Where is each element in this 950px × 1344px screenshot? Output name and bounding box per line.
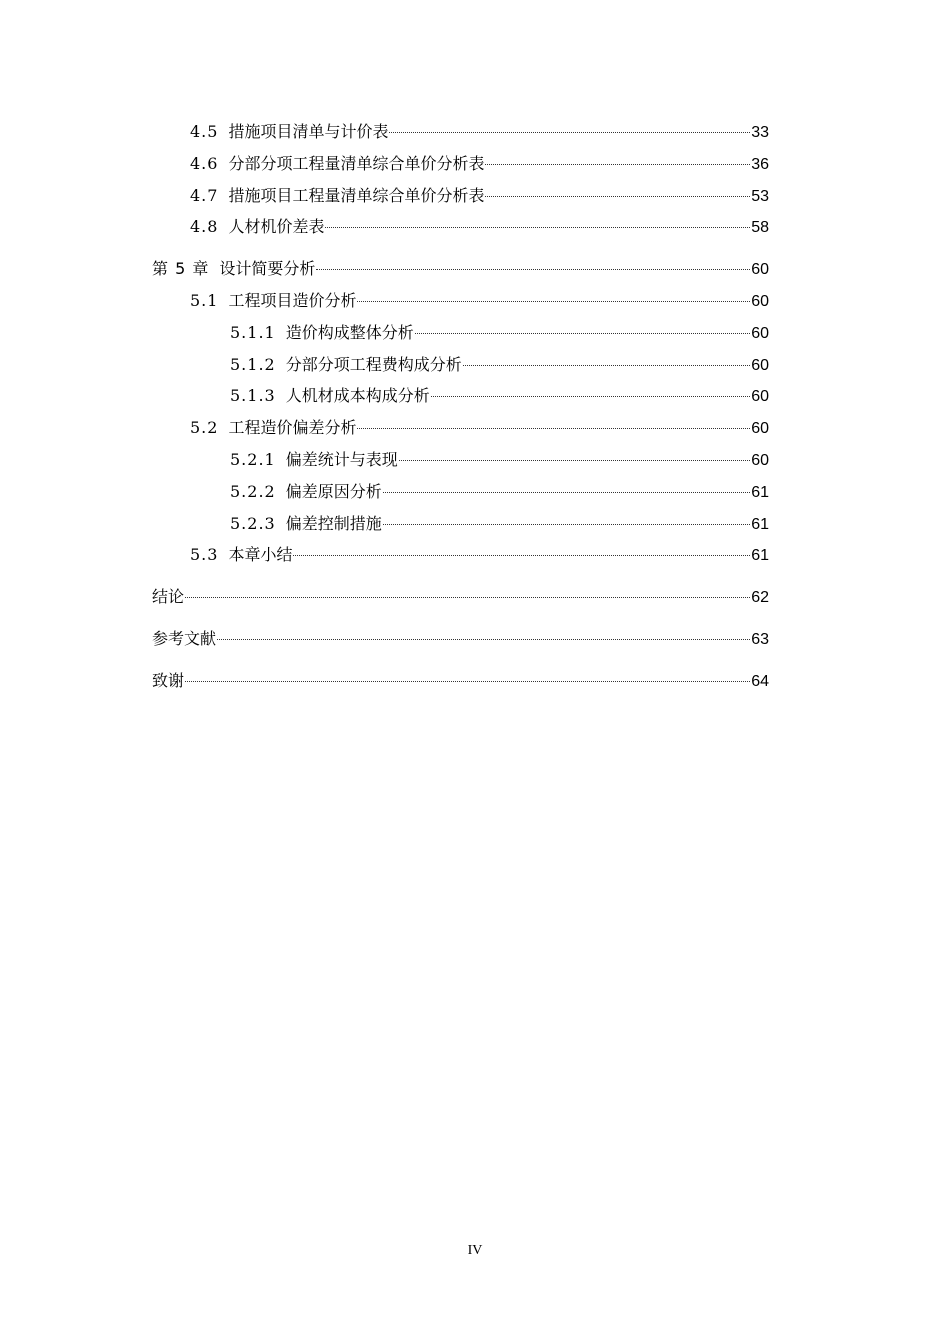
toc-entry-title: 参考文献 — [152, 628, 217, 648]
toc-entry-title: 偏差原因分析 — [285, 481, 382, 501]
dot-leader — [389, 132, 750, 133]
toc-entry-title: 偏差统计与表现 — [285, 449, 398, 469]
dot-leader — [325, 227, 750, 228]
toc-entry-number: 5.3 — [190, 545, 219, 565]
toc-entry[interactable] — [152, 116, 769, 148]
toc-entry-page: 64 — [751, 672, 769, 690]
toc-entry-page: 62 — [751, 589, 769, 607]
toc-entry-number: 5.1 — [190, 290, 219, 310]
toc-entry-number: 5.2.1 — [230, 449, 276, 469]
toc-entry-title: 分部分项工程量清单综合单价分析表 — [228, 153, 485, 173]
toc-entry[interactable] — [152, 211, 769, 243]
toc-entry-title: 工程项目造价分析 — [228, 290, 357, 310]
toc-entry-title: 分部分项工程费构成分析 — [285, 354, 462, 374]
toc-entry-page: 60 — [751, 261, 769, 279]
toc-entry[interactable] — [152, 623, 769, 655]
toc-entry-number: 4.6 — [190, 153, 219, 173]
toc-entry-page: 33 — [751, 124, 769, 141]
toc-entry[interactable] — [152, 539, 769, 571]
toc-entry-number: 4.7 — [190, 185, 219, 205]
dot-leader — [185, 681, 750, 682]
toc-entry-title: 人机材成本构成分析 — [285, 386, 430, 406]
page-number-footer: IV — [467, 1243, 483, 1258]
toc-entry[interactable] — [152, 317, 769, 349]
toc-entry-page: 53 — [751, 187, 769, 205]
dot-leader — [217, 639, 750, 640]
toc-entry[interactable] — [152, 253, 769, 285]
toc-entry-number: 4.8 — [190, 217, 219, 237]
dot-leader — [383, 492, 750, 493]
toc-entry[interactable] — [152, 665, 769, 697]
dot-leader — [485, 196, 750, 197]
dot-leader — [185, 597, 750, 598]
toc-entry-page: 61 — [751, 483, 769, 501]
dot-leader — [415, 333, 750, 334]
toc-entry[interactable] — [152, 349, 769, 381]
toc-entry-page: 60 — [751, 292, 769, 310]
toc-entry-page: 60 — [751, 451, 769, 469]
toc-entry-title: 致谢 — [152, 670, 185, 690]
toc-entry[interactable] — [152, 444, 769, 476]
dot-leader — [463, 365, 750, 366]
dot-leader — [316, 269, 750, 270]
toc-entry-page: 60 — [751, 324, 769, 342]
dot-leader — [431, 396, 750, 397]
toc-entry-title: 措施项目工程量清单综合单价分析表 — [228, 185, 485, 205]
table-of-contents — [152, 116, 769, 697]
toc-entry[interactable] — [152, 180, 769, 212]
toc-entry-page: 61 — [751, 547, 769, 565]
toc-entry-number: 5.1.1 — [230, 322, 276, 342]
dot-leader — [357, 301, 750, 302]
toc-entry[interactable] — [152, 380, 769, 412]
toc-entry-number: 5.2.2 — [230, 481, 276, 501]
toc-entry-number: 5.1.3 — [230, 386, 276, 406]
dot-leader — [293, 555, 750, 556]
toc-entry-page: 60 — [751, 388, 769, 406]
toc-entry-page: 58 — [751, 219, 769, 237]
toc-entry[interactable] — [152, 476, 769, 508]
dot-leader — [357, 428, 750, 429]
toc-entry-title: 设计简要分析 — [219, 259, 316, 279]
toc-entry-title: 造价构成整体分析 — [285, 322, 414, 342]
toc-entry[interactable] — [152, 148, 769, 180]
dot-leader — [485, 164, 750, 165]
toc-entry-page: 61 — [751, 515, 769, 533]
toc-entry-title: 结论 — [152, 587, 185, 607]
toc-entry-number: 第 5 章 — [152, 259, 210, 279]
toc-entry-page: 63 — [751, 630, 769, 648]
toc-entry[interactable] — [152, 412, 769, 444]
toc-entry-title: 工程造价偏差分析 — [228, 418, 357, 438]
toc-entry-number: 5.2.3 — [230, 513, 276, 533]
toc-entry-page: 60 — [751, 356, 769, 374]
toc-entry[interactable] — [152, 508, 769, 540]
toc-entry-title: 人材机价差表 — [228, 217, 325, 237]
toc-entry-title: 偏差控制措施 — [285, 513, 382, 533]
toc-entry-number: 5.1.2 — [230, 354, 276, 374]
toc-entry[interactable] — [152, 581, 769, 613]
toc-entry-title: 措施项目清单与计价表 — [228, 122, 389, 141]
toc-entry-page: 60 — [751, 420, 769, 438]
dot-leader — [399, 460, 750, 461]
toc-entry-number: 5.2 — [190, 418, 219, 438]
toc-entry-number: 4.5 — [190, 122, 219, 141]
dot-leader — [383, 524, 750, 525]
toc-entry[interactable] — [152, 285, 769, 317]
toc-entry-title: 本章小结 — [228, 545, 293, 565]
toc-entry-page: 36 — [751, 155, 769, 173]
